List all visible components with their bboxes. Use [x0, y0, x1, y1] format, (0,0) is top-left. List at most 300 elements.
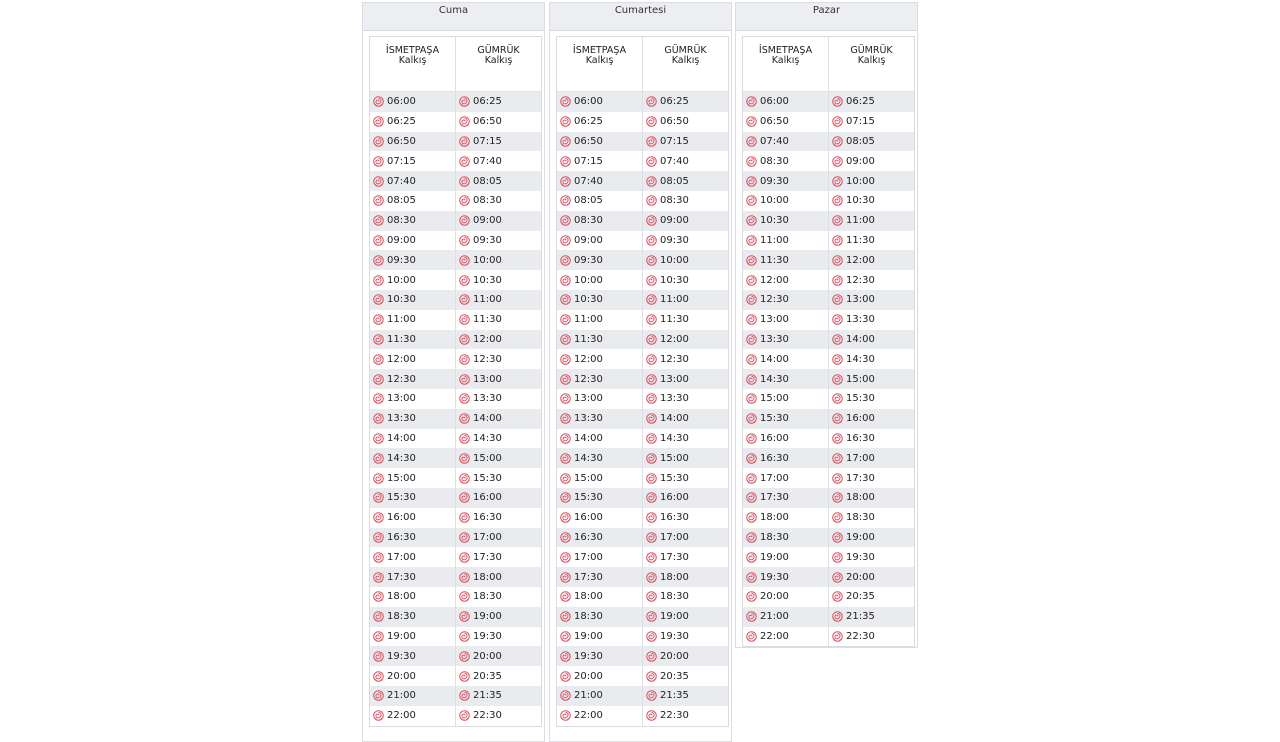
rose-icon [646, 611, 657, 622]
column-header-line2: Kalkış [585, 55, 614, 66]
rose-icon [459, 671, 470, 682]
time-text: 16:30 [660, 512, 689, 524]
departure-time-gumruk [455, 587, 541, 607]
rose-icon [560, 334, 571, 345]
departure-time-gumruk [642, 607, 728, 627]
table-row [370, 250, 541, 270]
time-text: 19:00 [574, 630, 603, 642]
table-row [370, 132, 541, 152]
departure-time-ismetpasa [557, 250, 642, 270]
departure-time-ismetpasa [370, 448, 455, 468]
rose-icon [459, 572, 470, 583]
time-text: 07:15 [387, 155, 416, 167]
departure-time-ismetpasa [557, 686, 642, 706]
departure-time-gumruk [455, 488, 541, 508]
table-row [743, 547, 914, 567]
table-row [370, 231, 541, 251]
departure-time-ismetpasa [370, 231, 455, 251]
rose-icon [746, 413, 757, 424]
rose-icon [373, 294, 384, 305]
rose-icon [560, 453, 571, 464]
departure-time-ismetpasa [557, 627, 642, 647]
rose-icon [459, 690, 470, 701]
column-header-line1: GÜMRÜK [477, 45, 520, 56]
time-text: 07:15 [574, 155, 603, 167]
rose-icon [832, 393, 843, 404]
rose-icon [459, 433, 470, 444]
time-text: 10:00 [660, 254, 689, 266]
time-text: 19:00 [387, 630, 416, 642]
rose-icon [373, 631, 384, 642]
time-text: 07:40 [473, 155, 502, 167]
departure-time-gumruk [828, 429, 914, 449]
rose-icon [832, 512, 843, 523]
departure-time-gumruk [455, 409, 541, 429]
departure-time-gumruk [642, 686, 728, 706]
time-text: 08:30 [660, 195, 689, 207]
time-text: 07:15 [846, 116, 875, 128]
time-text: 10:30 [574, 294, 603, 306]
table-row [743, 389, 914, 409]
time-text: 12:00 [846, 254, 875, 266]
departure-time-gumruk [828, 409, 914, 429]
rose-icon [560, 294, 571, 305]
time-text: 18:30 [660, 591, 689, 603]
day-panel-pazar [735, 2, 918, 648]
time-text: 20:35 [846, 591, 875, 603]
time-text: 14:30 [846, 353, 875, 365]
rose-icon [373, 473, 384, 484]
rose-icon [560, 314, 571, 325]
time-text: 15:00 [760, 393, 789, 405]
departure-time-gumruk [642, 290, 728, 310]
time-text: 20:35 [660, 670, 689, 682]
departure-time-gumruk [828, 488, 914, 508]
rose-icon [646, 96, 657, 107]
rose-icon [746, 492, 757, 503]
table-row [743, 310, 914, 330]
departure-time-ismetpasa [743, 488, 828, 508]
rose-icon [746, 116, 757, 127]
departure-time-gumruk [642, 171, 728, 191]
time-text: 22:30 [473, 710, 502, 722]
time-text: 17:30 [760, 492, 789, 504]
rose-icon [459, 156, 470, 167]
rose-icon [560, 671, 571, 682]
rose-icon [832, 294, 843, 305]
time-text: 08:30 [473, 195, 502, 207]
departure-time-gumruk [642, 191, 728, 211]
table-row [743, 112, 914, 132]
time-text: 10:30 [387, 294, 416, 306]
time-text: 12:00 [760, 274, 789, 286]
time-text: 12:00 [387, 353, 416, 365]
time-text: 06:25 [846, 96, 875, 108]
rose-icon [646, 413, 657, 424]
rose-icon [646, 433, 657, 444]
rose-icon [746, 552, 757, 563]
rose-icon [560, 512, 571, 523]
time-text: 15:00 [574, 472, 603, 484]
time-text: 16:00 [660, 492, 689, 504]
rose-icon [560, 374, 571, 385]
rose-icon [646, 255, 657, 266]
rose-icon [459, 611, 470, 622]
departure-rows [743, 92, 914, 646]
table-row [557, 488, 728, 508]
time-text: 21:35 [473, 690, 502, 702]
departure-time-ismetpasa [370, 429, 455, 449]
departure-time-ismetpasa [557, 508, 642, 528]
time-text: 18:00 [387, 591, 416, 603]
table-row [370, 567, 541, 587]
time-text: 09:30 [473, 234, 502, 246]
time-text: 06:25 [387, 116, 416, 128]
time-text: 19:00 [473, 611, 502, 623]
departure-time-gumruk [455, 151, 541, 171]
departure-time-gumruk [828, 330, 914, 350]
rose-icon [832, 195, 843, 206]
rose-icon [459, 294, 470, 305]
table-row [370, 389, 541, 409]
timetable [742, 36, 915, 647]
rose-icon [459, 96, 470, 107]
rose-icon [560, 492, 571, 503]
rose-icon [560, 255, 571, 266]
table-row [557, 290, 728, 310]
time-text: 13:30 [574, 413, 603, 425]
rose-icon [373, 176, 384, 187]
day-title: Cuma [363, 3, 544, 31]
rose-icon [746, 215, 757, 226]
time-text: 09:30 [387, 254, 416, 266]
day-title: Pazar [736, 3, 917, 31]
rose-icon [746, 453, 757, 464]
departure-time-ismetpasa [370, 270, 455, 290]
time-text: 10:00 [760, 195, 789, 207]
time-text: 21:00 [387, 690, 416, 702]
time-text: 20:00 [574, 670, 603, 682]
departure-time-gumruk [642, 369, 728, 389]
departure-time-ismetpasa [743, 627, 828, 647]
rose-icon [746, 96, 757, 107]
departure-time-ismetpasa [743, 349, 828, 369]
time-text: 19:30 [574, 650, 603, 662]
departure-time-gumruk [455, 369, 541, 389]
departure-time-gumruk [828, 270, 914, 290]
rose-icon [560, 215, 571, 226]
time-text: 13:30 [760, 333, 789, 345]
rose-icon [832, 116, 843, 127]
time-text: 14:30 [660, 432, 689, 444]
departure-time-ismetpasa [370, 488, 455, 508]
departure-time-ismetpasa [557, 132, 642, 152]
departure-time-ismetpasa [557, 409, 642, 429]
departure-time-gumruk [642, 211, 728, 231]
departure-time-gumruk [828, 171, 914, 191]
rose-icon [459, 710, 470, 721]
departure-time-ismetpasa [743, 468, 828, 488]
column-header-gumruk [828, 37, 914, 91]
table-row [557, 528, 728, 548]
rose-icon [560, 552, 571, 563]
time-text: 06:50 [660, 116, 689, 128]
rose-icon [746, 532, 757, 543]
table-row [557, 666, 728, 686]
table-row [557, 310, 728, 330]
departure-time-gumruk [642, 646, 728, 666]
rose-icon [746, 235, 757, 246]
time-text: 10:30 [660, 274, 689, 286]
departure-time-ismetpasa [370, 627, 455, 647]
departure-time-gumruk [828, 132, 914, 152]
rose-icon [832, 374, 843, 385]
departure-time-ismetpasa [743, 250, 828, 270]
time-text: 15:30 [846, 393, 875, 405]
departure-time-gumruk [642, 567, 728, 587]
time-text: 15:30 [387, 492, 416, 504]
departure-time-gumruk [455, 231, 541, 251]
time-text: 11:30 [660, 314, 689, 326]
time-text: 13:00 [473, 373, 502, 385]
table-row [743, 607, 914, 627]
table-row [743, 409, 914, 429]
column-header-line1: İSMETPAŞA [572, 45, 627, 56]
departure-time-ismetpasa [370, 706, 455, 726]
rose-icon [459, 235, 470, 246]
departure-time-gumruk [455, 250, 541, 270]
departure-time-gumruk [455, 171, 541, 191]
time-text: 15:00 [660, 452, 689, 464]
time-text: 11:00 [387, 314, 416, 326]
rose-icon [832, 354, 843, 365]
rose-icon [459, 532, 470, 543]
departure-time-ismetpasa [370, 528, 455, 548]
departure-time-ismetpasa [557, 666, 642, 686]
rose-icon [459, 651, 470, 662]
timetable [556, 36, 729, 727]
rose-icon [832, 433, 843, 444]
table-row [557, 369, 728, 389]
rose-icon [459, 453, 470, 464]
time-text: 14:00 [660, 413, 689, 425]
departure-time-ismetpasa [557, 151, 642, 171]
rose-icon [646, 195, 657, 206]
time-text: 11:00 [846, 215, 875, 227]
time-text: 14:00 [574, 432, 603, 444]
departure-time-ismetpasa [370, 290, 455, 310]
rose-icon [560, 176, 571, 187]
table-row [743, 369, 914, 389]
rose-icon [459, 374, 470, 385]
departure-time-ismetpasa [370, 607, 455, 627]
rose-icon [459, 195, 470, 206]
table-row [743, 151, 914, 171]
departure-time-ismetpasa [743, 429, 828, 449]
column-header-line1: GÜMRÜK [664, 45, 707, 56]
table-row [370, 290, 541, 310]
table-row [743, 468, 914, 488]
time-text: 20:00 [473, 650, 502, 662]
rose-icon [646, 552, 657, 563]
rose-icon [373, 552, 384, 563]
day-panel-cumartesi [549, 2, 732, 742]
rose-icon [459, 631, 470, 642]
departure-time-ismetpasa [557, 448, 642, 468]
table-row [557, 448, 728, 468]
table-row [370, 607, 541, 627]
time-text: 20:00 [760, 591, 789, 603]
time-text: 10:00 [846, 175, 875, 187]
table-row [743, 349, 914, 369]
rose-icon [646, 294, 657, 305]
departure-time-ismetpasa [370, 547, 455, 567]
rose-icon [832, 96, 843, 107]
table-row [370, 706, 541, 726]
column-header-line1: İSMETPAŞA [385, 45, 440, 56]
time-text: 09:00 [574, 234, 603, 246]
time-text: 16:30 [473, 512, 502, 524]
time-text: 11:00 [760, 234, 789, 246]
time-text: 20:00 [660, 650, 689, 662]
departure-time-gumruk [455, 389, 541, 409]
rose-icon [459, 492, 470, 503]
departure-time-gumruk [642, 448, 728, 468]
departure-time-gumruk [828, 389, 914, 409]
rose-icon [373, 453, 384, 464]
rose-icon [646, 453, 657, 464]
time-text: 22:00 [387, 710, 416, 722]
rose-icon [746, 512, 757, 523]
rose-icon [560, 651, 571, 662]
departure-time-ismetpasa [370, 112, 455, 132]
time-text: 10:30 [846, 195, 875, 207]
table-row [743, 448, 914, 468]
time-text: 18:30 [760, 531, 789, 543]
time-text: 13:00 [660, 373, 689, 385]
departure-time-gumruk [828, 448, 914, 468]
rose-icon [373, 235, 384, 246]
rose-icon [646, 710, 657, 721]
rose-icon [560, 690, 571, 701]
departure-time-gumruk [642, 666, 728, 686]
departure-time-gumruk [642, 250, 728, 270]
table-row [557, 547, 728, 567]
rose-icon [459, 393, 470, 404]
time-text: 11:30 [846, 234, 875, 246]
time-text: 14:00 [846, 333, 875, 345]
table-row [370, 409, 541, 429]
departure-time-gumruk [642, 151, 728, 171]
time-text: 15:00 [473, 452, 502, 464]
table-row [743, 429, 914, 449]
column-header-ismetpasa [370, 37, 455, 91]
time-text: 13:00 [846, 294, 875, 306]
rose-icon [746, 275, 757, 286]
column-header-line2: Kalkış [771, 55, 800, 66]
departure-time-ismetpasa [370, 646, 455, 666]
time-text: 14:00 [473, 413, 502, 425]
time-text: 17:30 [387, 571, 416, 583]
departure-time-gumruk [642, 132, 728, 152]
rose-icon [646, 671, 657, 682]
column-header-line1: İSMETPAŞA [758, 45, 813, 56]
time-text: 18:00 [574, 591, 603, 603]
rose-icon [373, 314, 384, 325]
time-text: 09:30 [574, 254, 603, 266]
table-row [743, 270, 914, 290]
table-row [370, 429, 541, 449]
rose-icon [646, 631, 657, 642]
rose-icon [746, 294, 757, 305]
rose-icon [560, 433, 571, 444]
table-row [743, 92, 914, 112]
table-row [743, 290, 914, 310]
table-row [743, 171, 914, 191]
departure-time-ismetpasa [557, 369, 642, 389]
column-headers [743, 37, 914, 92]
departure-time-gumruk [455, 330, 541, 350]
time-text: 13:30 [660, 393, 689, 405]
time-text: 10:30 [473, 274, 502, 286]
departure-time-ismetpasa [370, 310, 455, 330]
table-row [557, 607, 728, 627]
time-text: 14:30 [473, 432, 502, 444]
table-row [557, 508, 728, 528]
rose-icon [832, 631, 843, 642]
departure-time-gumruk [455, 448, 541, 468]
rose-icon [832, 552, 843, 563]
departure-time-gumruk [642, 349, 728, 369]
rose-icon [373, 492, 384, 503]
departure-time-gumruk [455, 112, 541, 132]
departure-time-gumruk [642, 389, 728, 409]
rose-icon [746, 473, 757, 484]
table-row [557, 409, 728, 429]
time-text: 19:00 [846, 531, 875, 543]
table-row [743, 250, 914, 270]
rose-icon [459, 354, 470, 365]
time-text: 18:30 [387, 611, 416, 623]
table-row [743, 191, 914, 211]
time-text: 12:30 [660, 353, 689, 365]
departure-time-ismetpasa [743, 607, 828, 627]
table-row [557, 389, 728, 409]
table-row [743, 587, 914, 607]
departure-time-ismetpasa [743, 567, 828, 587]
time-text: 15:00 [387, 472, 416, 484]
time-text: 20:00 [846, 571, 875, 583]
time-text: 14:30 [760, 373, 789, 385]
time-text: 21:00 [574, 690, 603, 702]
departure-time-ismetpasa [557, 567, 642, 587]
time-text: 15:30 [660, 472, 689, 484]
departure-time-ismetpasa [370, 468, 455, 488]
table-row [370, 369, 541, 389]
rose-icon [646, 136, 657, 147]
rose-icon [746, 591, 757, 602]
table-row [557, 627, 728, 647]
rose-icon [373, 671, 384, 682]
departure-time-gumruk [455, 191, 541, 211]
time-text: 16:30 [760, 452, 789, 464]
time-text: 16:00 [387, 512, 416, 524]
rose-icon [373, 96, 384, 107]
table-row [557, 112, 728, 132]
time-text: 09:00 [846, 155, 875, 167]
departure-time-ismetpasa [557, 706, 642, 726]
departure-time-gumruk [828, 151, 914, 171]
